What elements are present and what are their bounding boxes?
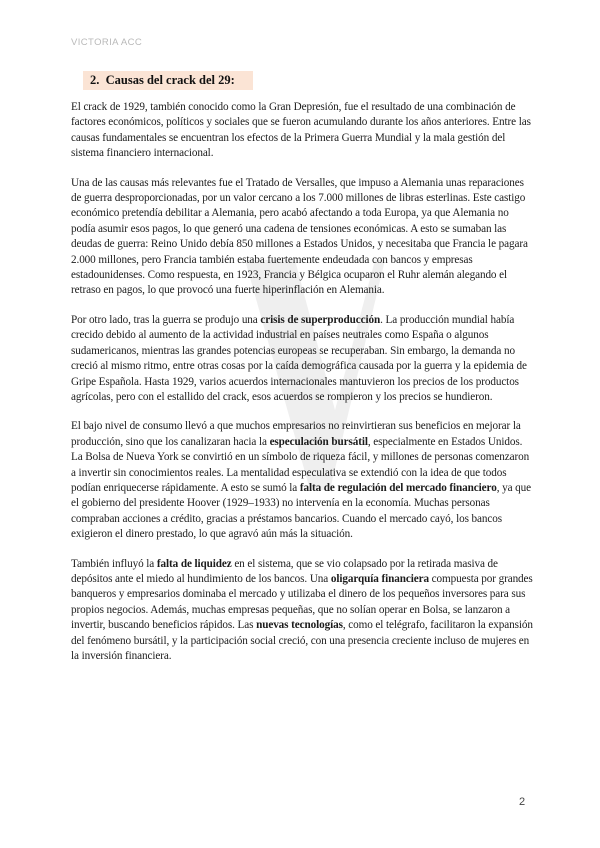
paragraph-versalles: Una de las causas más relevantes fue el Tratado de Versalles, que impuso a Alemania unas reparaciones de guerra desproporcionadas, por un valor cercano a los 7.000 millones de libras esterlinas. Este castigo económico pretendía debilitar a Alemania, pero acabó afectando a toda Europa, ya que Alemania no podía asumir esos pagos, lo que generó una cadena de tensiones económicas. A esto se sumaban las deudas de guerra: Reino Unido debía 850 millones a Estados Unidos, y necesitaba que Francia le pagara 2.000 millones, pero Francia también estaba fuertemente endeudada con bancos y empresas estadounidenses. Como respuesta, en 1923, Francia y Bélgica ocuparon el Ruhr alemán alegando el retraso en pagos, lo que provocó una fuerte hiperinflación en Alemania. [71, 176, 528, 297]
section-heading [90, 73, 235, 88]
bold-term: falta de liquidez [156, 557, 232, 570]
bold-term: especulación bursátil [269, 435, 368, 448]
section-title: Causas del crack del 29: [105, 73, 235, 87]
bold-term: falta de regulación del mercado financiero [299, 481, 497, 494]
author-header: VICTORIA ACC [71, 37, 143, 48]
page-number: 2 [519, 796, 526, 808]
bold-term: crisis de superproducción [260, 313, 381, 326]
paragraph-liquidez: También influyó la falta de liquidez en el sistema, que se vio colapsado por la retirada masiva de depósitos ante el miedo al hundimiento de los bancos. Una oligarquía financiera compuesta por grandes banqueros y empresarios dominaba el mercado y utilizaba el dinero de los pequeños inversores para sus propios negocios. Además, muchas empresas pequeñas, que no solían operar en Bolsa, se lanzaron a invertir, buscando beneficios rápidos. Las nuevas tecnologías, como el telégrafo, facilitaron la expansión del fenómeno bursátil, y la participación social creció, con una presencia creciente incluso de mujeres en la inversión financiera. [71, 557, 533, 662]
bold-term: oligarquía financiera [330, 572, 429, 585]
section-number: 2. [90, 73, 100, 87]
bold-term: nuevas tecnologías [256, 619, 343, 632]
paragraph-intro: El crack de 1929, también conocido como la Gran Depresión, fue el resultado de una combinación de factores económicos, políticos y sociales que se fueron acumulando durante los años anteriores. Entre las causas fundamentales se encuentran los efectos de la Primera Guerra Mundial y la mala gestión del sistema financiero internacional. [71, 101, 531, 160]
document-body [71, 100, 533, 678]
paragraph-superproduccion: Por otro lado, tras la guerra se produjo una crisis de superproducción. La producción mundial había crecido debido al aumento de la actividad industrial en países neutrales como España o algunos sudamericanos, mientras las grandes potencias europeas se recuperaban. Sin embargo, la demanda no creció al mismo ritmo, entre otras cosas por la caída demográfica causada por la guerra y la epidemia de Gripe Española. Hasta 1929, varios acuerdos internacionales mantuvieron los precios de los productos agrícolas, pero con el estallido del crack, esos acuerdos se rompieron y los precios se hundieron. [71, 313, 527, 403]
paragraph-especulacion: El bajo nivel de consumo llevó a que muchos empresarios no reinvirtieran sus beneficios en mejorar la producción, sino que los canalizaran hacia la especulación bursátil, especialmente en Estados Unidos. La Bolsa de Nueva York se convirtió en un símbolo de riqueza fácil, y millones de personas comenzaron a invertir sin conocimientos reales. La mentalidad especulativa se extendió con la idea de que todos podían enriquecerse rápidamente. A esto se sumó la falta de regulación del mercado financiero, ya que el gobierno del presidente Hoover (1929–1933) no intervenía en la economía. Muchas personas compraban acciones a crédito, gracias a préstamos bancarios. Cuando el mercado cayó, los bancos exigieron el dinero prestado, lo que agravó aún más la situación. [71, 420, 531, 541]
